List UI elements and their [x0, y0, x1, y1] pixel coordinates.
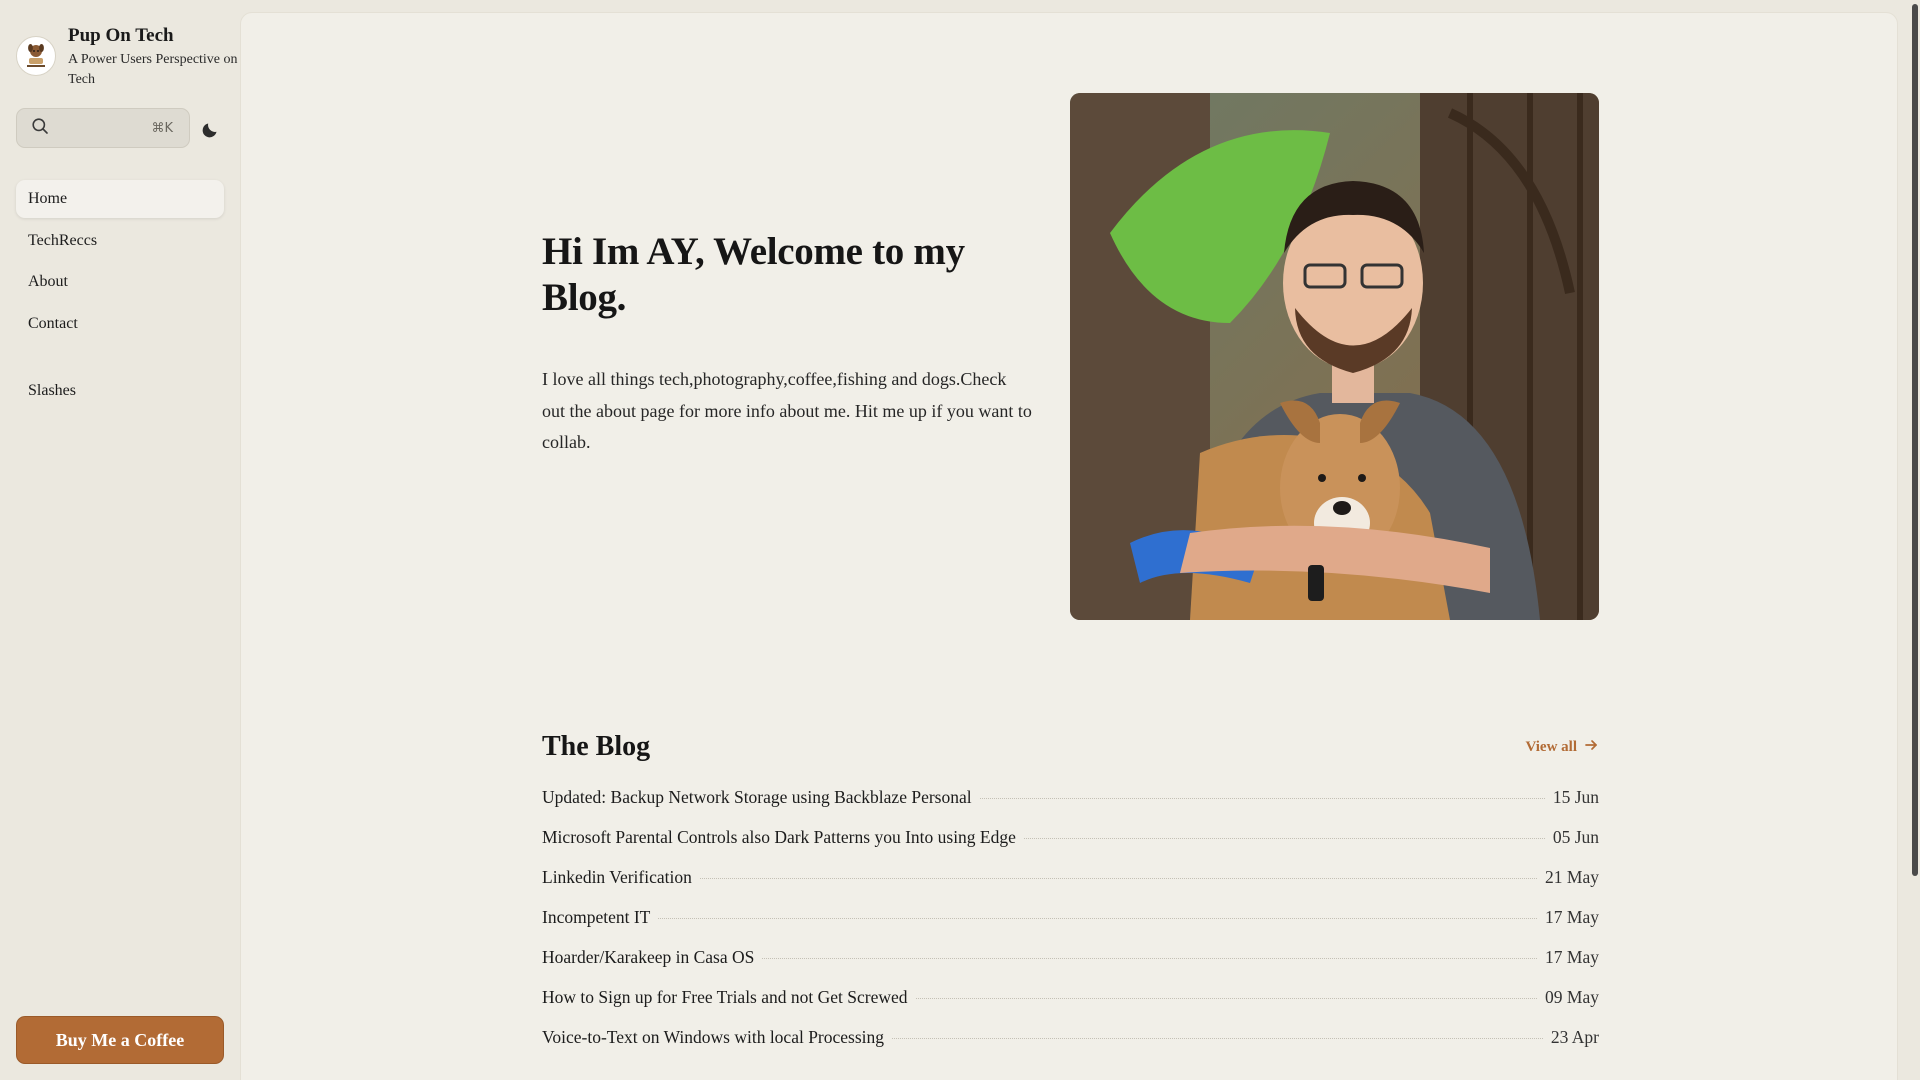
profile-photo: [1070, 93, 1599, 620]
post-title: Updated: Backup Network Storage using Backblaze Personal: [542, 787, 972, 807]
site-subtitle: A Power Users Perspective on Tech: [68, 52, 238, 87]
post-date: 15 Jun: [1552, 787, 1599, 807]
post-item[interactable]: [542, 987, 1599, 1027]
search-shortcut: ⌘K: [151, 120, 173, 136]
arrow-right-icon: [1583, 737, 1599, 758]
post-item[interactable]: [542, 827, 1599, 867]
hero-title: Hi Im AY, Welcome to my Blog.: [542, 230, 965, 319]
nav-item-techreccs[interactable]: TechReccs: [28, 231, 98, 249]
post-title: Incompetent IT: [542, 907, 651, 927]
post-date: 05 Jun: [1552, 827, 1599, 847]
blog-header: [542, 729, 1599, 765]
site-title[interactable]: Pup On Tech: [68, 25, 174, 46]
dotted-leader: [1024, 838, 1545, 839]
search-icon: [31, 117, 49, 140]
moon-icon[interactable]: [200, 118, 222, 140]
blog-title: The Blog: [542, 731, 651, 762]
dog-logo-icon[interactable]: [16, 36, 56, 76]
post-item[interactable]: [542, 867, 1599, 907]
search-button[interactable]: [16, 108, 190, 148]
dotted-leader: [700, 878, 1537, 879]
view-all-label: View all: [1525, 738, 1577, 755]
post-date: 17 May: [1545, 907, 1599, 927]
buy-me-a-coffee-button[interactable]: Buy Me a Coffee: [16, 1016, 224, 1064]
post-title: Linkedin Verification: [542, 867, 692, 887]
view-all-link[interactable]: [1525, 737, 1599, 758]
post-date: 17 May: [1545, 947, 1599, 967]
dotted-leader: [762, 958, 1537, 959]
main-panel: [240, 12, 1898, 1080]
nav-item-about[interactable]: About: [28, 273, 68, 290]
post-title: Microsoft Parental Controls also Dark Patterns you Into using Edge: [542, 827, 1016, 847]
dotted-leader: [980, 798, 1545, 799]
nav-item-slashes[interactable]: Slashes: [28, 382, 76, 399]
brand[interactable]: [16, 24, 238, 90]
post-item[interactable]: [542, 1027, 1599, 1067]
blog-section: [542, 729, 1599, 1067]
post-title: Voice-to-Text on Windows with local Processing: [542, 1027, 885, 1047]
hero: [542, 229, 1032, 459]
nav-item-contact[interactable]: Contact: [28, 314, 78, 332]
nav-item-home[interactable]: Home: [16, 180, 224, 218]
post-title: How to Sign up for Free Trials and not Get Screwed: [542, 987, 908, 1007]
post-item[interactable]: [542, 787, 1599, 827]
post-list: [542, 787, 1599, 1067]
main-nav: [16, 180, 224, 346]
dotted-leader: [916, 998, 1538, 999]
post-date: 23 Apr: [1550, 1027, 1599, 1047]
post-date: 09 May: [1545, 987, 1599, 1007]
scrollbar-thumb[interactable]: [1912, 4, 1918, 876]
hero-intro: I love all things tech,photography,coffee,fishing and dogs.Check out the about page for more info about me. Hit me up if you want to collab.: [542, 369, 1032, 452]
post-date: 21 May: [1545, 867, 1599, 887]
dotted-leader: [892, 1038, 1543, 1039]
sidebar: [0, 0, 240, 1080]
post-item[interactable]: [542, 907, 1599, 947]
dotted-leader: [658, 918, 1537, 919]
secondary-nav: [16, 372, 224, 414]
post-title: Hoarder/Karakeep in Casa OS: [542, 947, 755, 967]
post-item[interactable]: [542, 947, 1599, 987]
